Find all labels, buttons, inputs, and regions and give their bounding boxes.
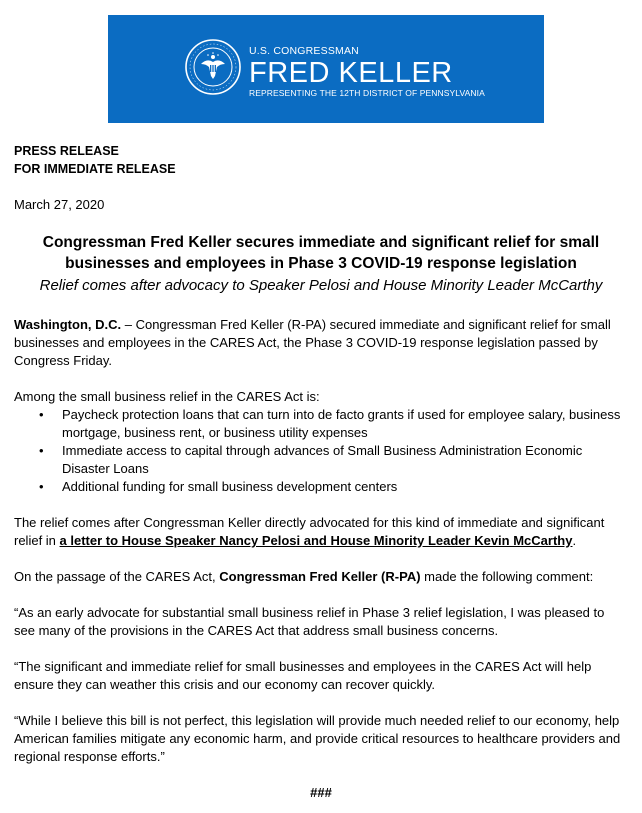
press-release-label: PRESS RELEASE bbox=[14, 144, 119, 158]
quote-paragraph-1: “As an early advocate for substantial small business relief in Phase 3 relief legislation, I was pleased to see many of the provisions in the CARES Act that address small business concerns. bbox=[14, 605, 605, 638]
list-item-text: Additional funding for small business development centers bbox=[62, 479, 398, 494]
list-item-text: Immediate access to capital through advances of Small Business Administration Economic Disaster Loans bbox=[62, 443, 583, 476]
quote-paragraph-2: “The significant and immediate relief for small businesses and employees in the CARES Act will help ensure they can weather this crisis and our economy can recover quickly. bbox=[14, 659, 592, 692]
relief-list bbox=[14, 406, 628, 496]
headline: Congressman Fred Keller secures immediate and significant relief for small businesses and employees in Phase 3 COVID-19 response legislation bbox=[42, 234, 600, 272]
intro-paragraph bbox=[14, 316, 628, 370]
comment-intro-end: made the following comment: bbox=[420, 569, 594, 584]
banner-congressman-name: FRED KELLER bbox=[249, 57, 453, 89]
list-item bbox=[14, 442, 628, 478]
advocacy-paragraph bbox=[14, 514, 628, 550]
banner-title-small: U.S. CONGRESSMAN bbox=[249, 45, 359, 57]
banner-text bbox=[249, 45, 485, 98]
bullet-icon: • bbox=[39, 407, 44, 422]
list-item-text: Paycheck protection loans that can turn into de facto grants if used for employee salary, business mortgage, business rent, or business utility expenses bbox=[62, 407, 621, 440]
comment-intro-paragraph bbox=[14, 568, 628, 586]
header-banner bbox=[108, 15, 544, 123]
bullet-icon: • bbox=[39, 443, 44, 458]
subheadline: Relief comes after advocacy to Speaker Pelosi and House Minority Leader McCarthy bbox=[39, 277, 603, 294]
house-seal-icon bbox=[184, 38, 242, 96]
comment-speaker: Congressman Fred Keller (R-PA) bbox=[219, 569, 421, 584]
quote-paragraph-3: “While I believe this bill is not perfect, this legislation will provide much needed relief to our economy, help American families mitigate any economic harm, and provide critical resources to healthcare providers and regional response efforts.” bbox=[14, 713, 621, 764]
relief-list-section bbox=[14, 388, 628, 496]
immediate-release-label: FOR IMMEDIATE RELEASE bbox=[14, 162, 176, 176]
banner-district: REPRESENTING THE 12TH DISTRICT OF PENNSYLVANIA bbox=[249, 88, 485, 98]
bullet-icon: • bbox=[39, 479, 44, 494]
list-item bbox=[14, 406, 628, 442]
list-item bbox=[14, 478, 628, 496]
release-date: March 27, 2020 bbox=[14, 197, 105, 212]
comment-intro-text: On the passage of the CARES Act, bbox=[14, 569, 220, 584]
advocacy-end: . bbox=[572, 533, 577, 548]
advocacy-text: The relief comes after Congressman Keller directly advocated for this kind of immediate and significant relief in bbox=[14, 515, 605, 548]
pelosi-mccarthy-letter-link[interactable]: a letter to House Speaker Nancy Pelosi and House Minority Leader Kevin McCarthy bbox=[59, 533, 573, 548]
dateline: Washington, D.C. bbox=[14, 317, 122, 332]
intro-text: – Congressman Fred Keller (R-PA) secured immediate and significant relief for small businesses and employees in the CARES Act, the Phase 3 COVID-19 response legislation passed by Congress Friday. bbox=[14, 317, 611, 368]
end-mark: ### bbox=[310, 785, 332, 800]
relief-list-lead: Among the small business relief in the CARES Act is: bbox=[14, 389, 320, 404]
